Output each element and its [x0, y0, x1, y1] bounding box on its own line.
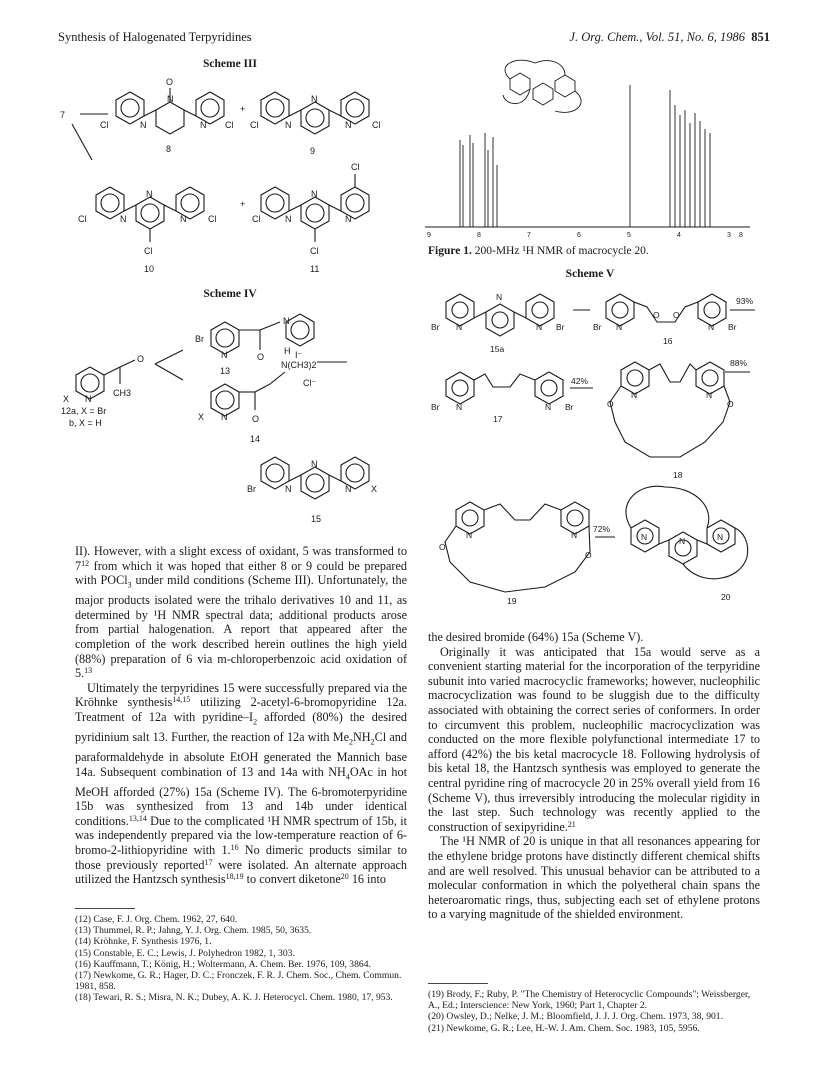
- atom-label: Cl⁻: [303, 378, 317, 388]
- journal-name: J. Org. Chem., Vol. 51, No. 6, 1986: [569, 30, 745, 44]
- journal-citation: [0, 30, 770, 45]
- atom-label: O: [585, 550, 592, 560]
- right-column-text: [428, 630, 760, 922]
- plus-sign: +: [240, 199, 246, 209]
- references-left: [75, 914, 407, 1004]
- atom-label: N: [631, 390, 638, 400]
- reference: (19) Brody, F.; Ruby, P. "The Chemistry of Heterocyclic Compounds"; Weissberger, A., Ed.; Interscience: New York, 1960; Part 1, Chapter 2.: [428, 989, 751, 1012]
- subscript: 3: [127, 580, 132, 590]
- atom-label: N: [545, 402, 552, 412]
- scheme-iii-title: Scheme III: [203, 58, 257, 70]
- reference: (13) Thummel, R. P.; Jahng, Y. J. Org. Chem. 1985, 50, 3635.: [75, 925, 312, 937]
- atom-label: N: [706, 390, 713, 400]
- atom-label: CH3: [113, 388, 132, 398]
- compound-11-label: 11: [310, 264, 320, 274]
- left-column-text: [75, 544, 407, 887]
- citation: 20: [340, 872, 349, 882]
- atom-label: O: [137, 354, 145, 364]
- atom-label: N: [180, 214, 187, 224]
- figure-1-caption: [428, 245, 649, 257]
- compound-12b-label: b, X = H: [69, 418, 102, 428]
- compound-15-label: 15: [311, 514, 322, 524]
- atom-label: Cl: [144, 246, 153, 256]
- atom-label: N: [311, 189, 318, 199]
- nmr-tick: 8: [477, 232, 481, 239]
- atom-label: Br: [593, 322, 602, 332]
- nmr-tick: 8: [739, 232, 743, 239]
- references-right: [428, 989, 760, 1034]
- atom-label: N: [641, 532, 648, 542]
- reference: (15) Constable, E. C.; Lewis, J. Polyhedron 1982, 1, 303.: [75, 947, 295, 959]
- atom-label: Cl: [351, 162, 360, 172]
- atom-label: N: [496, 292, 503, 302]
- citation: 14,15: [172, 695, 191, 705]
- atom-label: Cl: [310, 246, 319, 256]
- figure-label: Figure 1.: [428, 245, 472, 257]
- atom-label: N: [221, 350, 228, 360]
- atom-label: N: [311, 459, 318, 469]
- atom-label: N(CH3)2: [281, 360, 317, 370]
- atom-label: N: [285, 214, 292, 224]
- nmr-spectrum: [425, 55, 755, 255]
- compound-18-label: 18: [673, 470, 683, 480]
- atom-label: Br: [728, 322, 737, 332]
- text-run: Originally it was anticipated that 15a would serve as a convenient starting material for the incorporation of the terpyridine subunit into varied macrocyclic frameworks; however, nucleophilic macrocyclization was found to be sluggish due to the difficulty associated with obtaining the correct series of conformers. In order to circumvent this problem, nucleophilic macrocyclization was conducted on the more flexible polyfunctional intermediate 17 to afford (42%) the bis ketal macrocycle 18. Following hydrolysis of bis ketal 18, the Hantzsch synthesis was employed to generate the central pyridine ring of macrocycle 20 in 25% overall yield from 16 (Scheme V), thus irreversibly introducing the molecular rigidity in the last step. Such technology was recently applied to the construction of sexipyridine.: [428, 644, 760, 834]
- atom-label: H: [284, 346, 291, 356]
- atom-label: X: [371, 484, 378, 494]
- scheme-v-structures: [425, 282, 760, 612]
- compound-8-label: 8: [166, 144, 172, 154]
- compound-12a-label: 12a, X = Br: [61, 406, 107, 416]
- text-run: II). However, with a slight excess of oxidant, 5 was transformed to 7: [75, 544, 407, 573]
- atom-label: N: [167, 94, 174, 104]
- citation: 17: [204, 857, 213, 867]
- atom-label: O: [653, 310, 660, 320]
- citation: 16: [230, 843, 239, 853]
- atom-label: N: [456, 322, 463, 332]
- yield-88: 88%: [730, 358, 748, 368]
- atom-label: N: [717, 532, 724, 542]
- compound-9-label: 9: [310, 146, 316, 156]
- atom-label: N: [345, 120, 352, 130]
- running-head: Synthesis of Halogenated Terpyridines: [58, 30, 252, 44]
- atom-label: Cl: [208, 214, 217, 224]
- atom-label: N: [283, 316, 290, 326]
- atom-label: N: [616, 322, 623, 332]
- atom-label: N: [466, 530, 473, 540]
- atom-label: X: [63, 394, 70, 404]
- citation: 21: [567, 819, 576, 829]
- atom-label: Cl: [252, 214, 261, 224]
- yield-93: 93%: [736, 296, 754, 306]
- atom-label: N: [120, 214, 127, 224]
- yield-42: 42%: [571, 376, 589, 386]
- paragraph: [75, 544, 407, 681]
- footnote-rule: [428, 983, 488, 984]
- compound-16-label: 16: [663, 336, 673, 346]
- text-run: Ultimately the terpyridines 15 were successfully prepared via the Kröhnke synthesis: [75, 680, 407, 710]
- atom-label: N: [221, 412, 228, 422]
- atom-label: N: [146, 189, 153, 199]
- paragraph: The ¹H NMR of 20 is unique in that all resonances appearing for the ethylene bridge protons have distinctly different chemical shifts and are well resolved. This unusual behavior can be attributed to a molecular conformation in which the polyetheral chain spans the heteroaromatic rings, thus, subjecting each set of ethylene protons to a varying magnitude of the shielded environment.: [428, 834, 760, 922]
- atom-label: N: [536, 322, 543, 332]
- compound-17-label: 17: [493, 414, 503, 424]
- compound-14-label: 14: [250, 434, 261, 444]
- atom-label: N: [679, 536, 686, 546]
- atom-label: N: [285, 484, 292, 494]
- atom-label: N: [456, 402, 463, 412]
- nmr-tick: 3: [727, 232, 731, 239]
- compound-19-label: 19: [507, 596, 517, 606]
- atom-label: N: [708, 322, 715, 332]
- citation: 13,14: [128, 813, 147, 823]
- scheme-iv-title: Scheme IV: [203, 288, 257, 300]
- reference: (21) Newkome, G. R.; Lee, H.-W. J. Am. Chem. Soc. 1983, 105, 5956.: [428, 1022, 700, 1034]
- nmr-tick: 6: [577, 232, 581, 239]
- paragraph: the desired bromide (64%) 15a (Scheme V).: [428, 630, 644, 644]
- reference: (16) Kauffmann, T.; König, H.; Woltermann, A. Chem. Ber. 1976, 109, 3864.: [75, 958, 371, 970]
- atom-label: O: [252, 414, 260, 424]
- atom-label: O: [727, 399, 734, 409]
- atom-label: Cl: [100, 120, 109, 130]
- subscript: 2: [370, 737, 375, 747]
- atom-label: Cl: [250, 120, 259, 130]
- text-run: under mild conditions (Scheme III). Unfortunately, the major products isolated were the trihalo derivatives 10 and 11, as determined by ¹H NMR spectral data; additional products arose from partial halogenation. A report that appeared after the completion of the work described herein outlines the high yield (88%) preparation of 6 via m-chloroperbenzoic acid oxidation of 5.: [75, 573, 407, 681]
- reference: (20) Owsley, D.; Nelke, J. M.; Bloomfield, J. J. J. Org. Chem. 1973, 38, 901.: [428, 1011, 723, 1023]
- subscript: 2: [253, 717, 258, 727]
- atom-label: Cl: [225, 120, 234, 130]
- text-run: No dimeric products similar to those previously reported: [75, 843, 408, 872]
- citation: 12: [81, 558, 90, 568]
- yield-72: 72%: [593, 524, 611, 534]
- subscript: 4: [345, 772, 350, 782]
- text-run: NH: [353, 730, 371, 744]
- atom-label: N: [285, 120, 292, 130]
- atom-label: N: [200, 120, 207, 130]
- text-run: Cl and paraformaldehyde in absolute EtOH generated the Mannich base 14a. Subsequent combination of 13 and 14a with NH: [75, 730, 407, 779]
- atom-label: N: [571, 530, 578, 540]
- atom-label: Br: [556, 322, 565, 332]
- atom-label: I⁻: [295, 350, 303, 360]
- reference: (14) Kröhnke, F. Synthesis 1976, 1.: [75, 936, 212, 948]
- plus-sign: +: [240, 104, 246, 114]
- nmr-tick: 5: [627, 232, 631, 239]
- atom-label: Br: [247, 484, 256, 494]
- citation: 18,19: [225, 872, 244, 882]
- reference: (17) Newkome, G. R.; Hager, D. C.; Fronczek, F. R. J. Chem. Soc., Chem. Commun. 1981, 858.: [75, 970, 402, 993]
- atom-label: N: [85, 394, 92, 404]
- compound-20-label: 20: [721, 592, 731, 602]
- atom-label: Br: [565, 402, 574, 412]
- nmr-tick: 4: [677, 232, 681, 239]
- atom-label: O: [439, 542, 446, 552]
- atom-label: Cl: [372, 120, 381, 130]
- footnote-rule: [75, 908, 135, 909]
- text-run: utilizing 2-acetyl-6-bromopyridine 12a. Treatment of 12a with pyridine–I: [75, 695, 407, 724]
- atom-label: N: [311, 94, 318, 104]
- text-run: OAc in hot MeOH afforded (27%) 15a (Scheme IV). The 6-bromoterpyridine 15b was synthesized from 13 and 14b under identical conditions.: [75, 764, 407, 828]
- scheme-v-title: Scheme V: [565, 268, 615, 280]
- atom-label: O: [673, 310, 680, 320]
- nmr-tick: 9: [427, 232, 431, 239]
- paragraph: [428, 645, 760, 835]
- atom-label: Cl: [78, 214, 87, 224]
- subscript: 2: [349, 737, 353, 747]
- atom-label: N: [345, 484, 352, 494]
- scheme-iv-structures: [55, 302, 405, 527]
- text-run: to convert diketone: [243, 872, 341, 887]
- atom-label: X: [198, 412, 205, 422]
- reference: (18) Tewari, R. S.; Misra, N. K.; Dubey, A. K. J. Heterocycl. Chem. 1980, 17, 953.: [75, 992, 393, 1004]
- atom-label: N: [140, 120, 147, 130]
- nmr-tick: 7: [527, 232, 531, 239]
- atom-label: O: [257, 352, 265, 362]
- compound-15a-label: 15a: [490, 344, 505, 354]
- text-run: 16 into: [348, 872, 387, 887]
- atom-label: O: [607, 399, 614, 409]
- page-number: 851: [751, 30, 770, 44]
- atom-label: O: [166, 77, 174, 87]
- atom-label: Br: [195, 334, 204, 344]
- compound-10-label: 10: [144, 264, 155, 274]
- atom-label: N: [345, 214, 352, 224]
- atom-label: Br: [431, 402, 440, 412]
- paragraph: [75, 681, 407, 887]
- compound-7-label: 7: [60, 110, 66, 120]
- compound-13-label: 13: [220, 366, 231, 376]
- reference: (12) Case, F. J. Org. Chem. 1962, 27, 640.: [75, 914, 238, 925]
- atom-label: Br: [431, 322, 440, 332]
- figure-caption-text: 200-MHz ¹H NMR of macrocycle 20.: [474, 245, 649, 257]
- text-run: were isolated. An alternate approach utilized the Hantzsch synthesis: [75, 857, 408, 887]
- text-run: from which it was hoped that either 8 or 9 could be prepared with POCl: [75, 558, 407, 588]
- citation: 13: [84, 666, 93, 676]
- scheme-iii-structures: [60, 72, 405, 282]
- text-run: Due to the complicated ¹H NMR spectrum of 15b, it was independently prepared via the low-temperature reaction of 6-bromo-2-lithiopyridine with 1.: [75, 813, 407, 858]
- text-run: afforded (80%) the desired pyridinium salt 13. Further, the reaction of 12a with Me: [75, 709, 407, 744]
